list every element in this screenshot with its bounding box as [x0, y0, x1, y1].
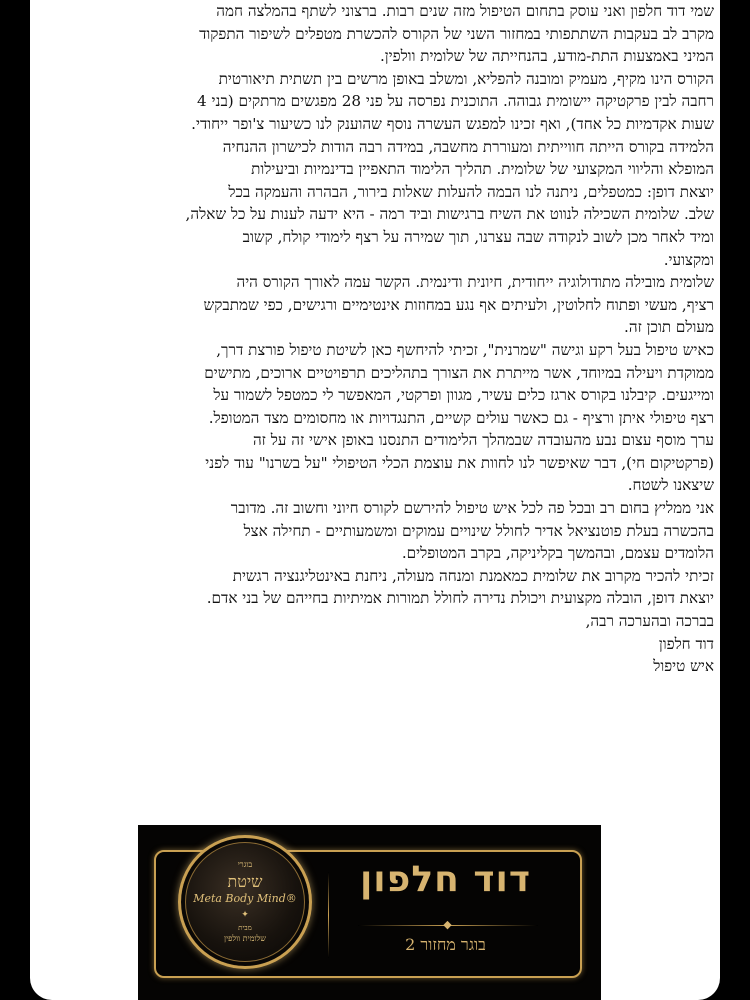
testimonial-card — [30, 0, 720, 1000]
text-line: הלומדים עצמם, ובהמשך בקליניקה, בקרב המטופלים. — [401, 544, 714, 563]
seal-method-text: שיטת — [227, 872, 263, 891]
text-line: שיצאנו לשטח. — [627, 476, 714, 495]
text-line: רחבה לבין פרקטיקה יישומית גבוהה. התוכנית נפרסה על פני 28 מפגשים מרתקים (בני 4 — [197, 92, 714, 111]
diamond-icon: ◆ — [443, 918, 452, 931]
signoff-line: בברכה ובהערכה רבה, — [585, 612, 714, 631]
text-line: רציף, מעשי ופתוח לחלוטין, ולעיתים אף נגע במחוזות אינטימיים ורגישים, כפי שמתבקש — [203, 295, 714, 314]
signature-title: איש טיפול — [653, 657, 714, 676]
text-line: זכיתי להכיר מקרוב את שלומית כמאמנת ומנחה מעולה, ניחנת באינטליגנציה רגשית — [232, 566, 714, 585]
text-line: ממוקדת ויעילה במיוחד, אשר מייתרת את הצורך בתהליכים תרפויטיים ארוכים, מתישים — [204, 363, 714, 382]
text-line: המופלא והליווי המקצועי של שלומית. תהליך הלימוד התאפיין בדינמיות וביעילות — [251, 160, 714, 179]
testimonial-text — [44, 0, 714, 678]
text-line: ומייגעים. קיבלנו בקורס ארגז כלים עשיר, מגוון ופרקטי, המאפשר לי כמטפל לשמור על — [213, 386, 714, 405]
badge-name: דוד חלפון — [359, 859, 532, 900]
seal-by-prefix: מבית — [238, 924, 252, 932]
graduate-badge — [138, 825, 601, 1000]
text-line: ומיד לאחר מכן לשוב לנקודה שבה עצרנו, תוך שמירה על רצף לימודי קולח, קשוב — [242, 227, 714, 246]
seal-brand-text: Meta Body Mind® — [193, 892, 297, 905]
text-line: מעולם תוכן זה. — [624, 318, 714, 337]
badge-divider — [328, 872, 329, 958]
badge-subtitle: בוגר מחזור 2 — [405, 935, 486, 954]
signature-name: דוד חלפון — [658, 634, 714, 653]
text-line: יוצאת דופן, הובלה מקצועית ויכולת נדירה לחולל תמורות אמיתיות בחייהם של בני אדם. — [206, 589, 714, 608]
text-line: שלב. שלומית השכילה לנווט את השיח ברגישות וביד רמה - היא ידעה לענות על כל שאלה, — [185, 205, 714, 224]
meta-body-mind-seal — [178, 835, 312, 969]
text-line: המיני באמצעות התת-מודע, בהנחייתה של שלומית וולפין. — [379, 47, 714, 66]
text-line: אני ממליץ בחום רב ובכל פה לכל איש טיפול להירשם לקורס חיוני וחשוב זה. מדובר — [230, 499, 714, 518]
text-line: הקורס הינו מקיף, מעמיק ומובנה להפליא, ומשלב באופן מרשים בין תשתית תיאורטית — [218, 69, 714, 88]
text-line: ומקצועי. — [663, 250, 714, 269]
ornament-icon: ✦ — [241, 910, 249, 920]
seal-by-name: שלומית וולפין — [224, 934, 266, 943]
text-line: ערך מוסף עצום נבע מהעובדה שבמהלך הלימודים התנסנו באופן אישי זה על זה — [252, 431, 714, 450]
seal-top-text: בוגרי — [237, 860, 253, 869]
text-line: שמי דוד חלפון ואני עוסק בתחום הטיפול מזה שנים רבות. ברצוני לשתף בהמלצה חמה — [216, 2, 714, 20]
text-line: יוצאת דופן: כמטפלים, ניתנה לנו הבמה להעלות שאלות בירור, הבהרה והעמקה בכל — [228, 182, 714, 201]
text-line: (פרקטיקום חי), דבר שאיפשר לנו לחוות את עוצמת הכלי הטיפולי "על בשרנו" עוד לפני — [205, 453, 714, 472]
text-line: הלמידה בקורס הייתה חווייתית ומעוררת מחשבה, במידה רבה הודות לכישרון ההנחיה — [222, 137, 714, 156]
text-line: שעות אקדמיות כל אחד), ואף זכינו למפגש העשרה נוסף שהוענק לנו כשיעור צ'ופר ייחודי. — [191, 114, 714, 133]
text-line: בהכשרה בעלת פוטנציאל אדיר לחולל שינויים עמוקים ומשמעותיים - תחילה אצל — [243, 521, 714, 540]
text-line: מקרב לב בעקבות השתתפותי במחזור השני של הקורס להכשרת מטפלים לשיפור התפקוד — [199, 24, 714, 43]
text-line: כאיש טיפול בעל רקע וגישה "שמרנית", זכיתי להיחשף כאן לשיטת טיפול פורצת דרך, — [216, 340, 714, 359]
text-line: רצף טיפולי איתן ורציף - גם כאשר עולים קשיים, התנגדויות או מחסומים מצד המטופל. — [208, 408, 714, 427]
text-line: שלומית מובילה מתודולוגיה ייחודית, חיונית ודינמית. הקשר עמה לאורך הקורס היה — [236, 273, 714, 292]
